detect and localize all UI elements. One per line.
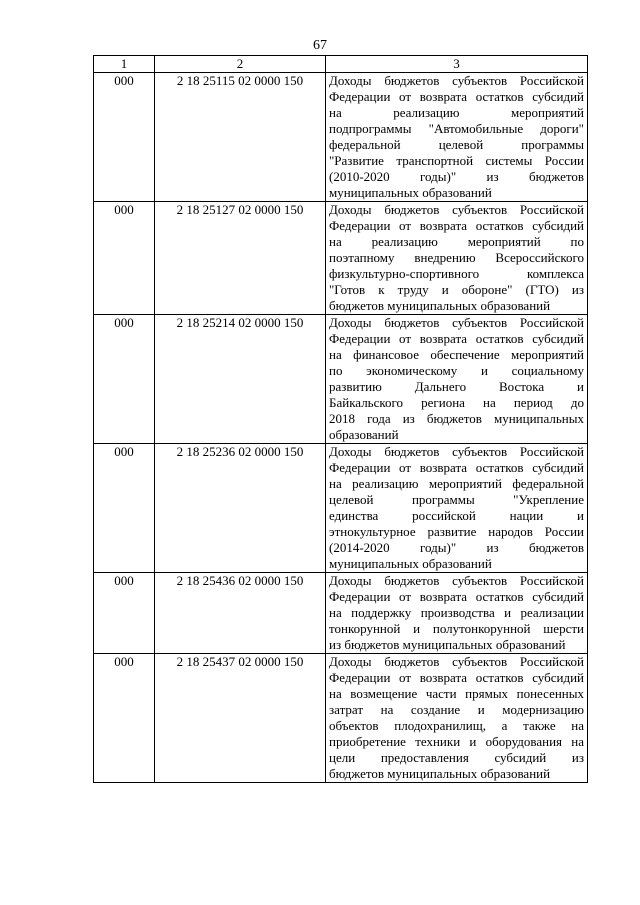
- admin-code-cell: 000: [94, 73, 155, 202]
- table-row: [94, 73, 588, 202]
- column-header-3: 3: [326, 56, 588, 73]
- admin-code-cell: 000: [94, 573, 155, 654]
- admin-code-cell: 000: [94, 654, 155, 783]
- description-line: на финансовое обеспечение мероприятий: [329, 347, 584, 362]
- description-line: Федерации от возврата остатков субсидий: [329, 331, 584, 346]
- budget-code-cell: 2 18 25436 02 0000 150: [155, 573, 326, 654]
- budget-code-cell: 2 18 25214 02 0000 150: [155, 315, 326, 444]
- table-row: [94, 202, 588, 315]
- description-line: целевой программы "Укрепление: [329, 492, 584, 507]
- description-line: Доходы бюджетов субъектов Российской: [329, 202, 584, 217]
- description-cell: [326, 654, 588, 783]
- description-line: Федерации от возврата остатков субсидий: [329, 89, 584, 104]
- description-line: развитию Дальнего Востока и: [329, 379, 584, 394]
- description-line: Доходы бюджетов субъектов Российской: [329, 73, 584, 88]
- table-row: [94, 315, 588, 444]
- description-line: Доходы бюджетов субъектов Российской: [329, 444, 584, 459]
- description-line: "Готов к труду и обороне" (ГТО) из: [329, 282, 584, 297]
- table-header-row: [94, 56, 588, 73]
- description-line: объектов плодохранилищ, а также на: [329, 718, 584, 733]
- column-header-2: 2: [155, 56, 326, 73]
- description-line: Доходы бюджетов субъектов Российской: [329, 573, 584, 588]
- description-line: образований: [329, 427, 399, 442]
- description-line: затрат на создание и модернизацию: [329, 702, 584, 717]
- budget-code-cell: 2 18 25127 02 0000 150: [155, 202, 326, 315]
- description-cell: [326, 315, 588, 444]
- table-row: [94, 654, 588, 783]
- description-line: на возмещение части прямых понесенных: [329, 686, 584, 701]
- description-cell: [326, 444, 588, 573]
- description-line: Доходы бюджетов субъектов Российской: [329, 654, 584, 669]
- description-line: поэтапному внедрению Всероссийского: [329, 250, 584, 265]
- budget-classification-table: [93, 55, 588, 783]
- description-line: приобретение техники и оборудования на: [329, 734, 584, 749]
- description-line: из бюджетов муниципальных образований: [329, 637, 566, 652]
- description-line: бюджетов муниципальных образований: [329, 766, 551, 781]
- description-line: на поддержку производства и реализации: [329, 605, 584, 620]
- description-line: подпрограммы "Автомобильные дороги": [329, 121, 584, 136]
- table-body: [94, 73, 588, 783]
- table-row: [94, 573, 588, 654]
- description-line: 2018 года из бюджетов муниципальных: [329, 411, 584, 426]
- description-cell: [326, 573, 588, 654]
- description-line: по экономическому и социальному: [329, 363, 584, 378]
- description-line: Федерации от возврата остатков субсидий: [329, 589, 584, 604]
- page-number: 67: [313, 38, 327, 53]
- column-header-1: 1: [94, 56, 155, 73]
- description-line: федеральной целевой программы: [329, 137, 584, 152]
- description-line: "Развитие транспортной системы России: [329, 153, 584, 168]
- description-line: муниципальных образований: [329, 185, 492, 200]
- description-line: Федерации от возврата остатков субсидий: [329, 670, 584, 685]
- description-line: тонкорунной и полутонкорунной шерсти: [329, 621, 584, 636]
- description-line: Доходы бюджетов субъектов Российской: [329, 315, 584, 330]
- description-line: этнокультурное развитие народов России: [329, 524, 584, 539]
- description-line: на реализацию мероприятий федеральной: [329, 476, 584, 491]
- table-row: [94, 444, 588, 573]
- description-line: (2010-2020 годы)" из бюджетов: [329, 169, 584, 184]
- description-line: (2014-2020 годы)" из бюджетов: [329, 540, 584, 555]
- admin-code-cell: 000: [94, 315, 155, 444]
- budget-code-cell: 2 18 25437 02 0000 150: [155, 654, 326, 783]
- admin-code-cell: 000: [94, 202, 155, 315]
- description-line: на реализацию мероприятий по: [329, 234, 584, 249]
- description-line: бюджетов муниципальных образований: [329, 298, 551, 313]
- description-cell: [326, 202, 588, 315]
- admin-code-cell: 000: [94, 444, 155, 573]
- description-line: на реализацию мероприятий: [329, 105, 584, 120]
- description-line: Федерации от возврата остатков субсидий: [329, 460, 584, 475]
- description-line: физкультурно-спортивного комплекса: [329, 266, 584, 281]
- description-line: Байкальского региона на период до: [329, 395, 584, 410]
- description-line: цели предоставления субсидий из: [329, 750, 584, 765]
- description-cell: [326, 73, 588, 202]
- description-line: муниципальных образований: [329, 556, 492, 571]
- budget-code-cell: 2 18 25236 02 0000 150: [155, 444, 326, 573]
- description-line: Федерации от возврата остатков субсидий: [329, 218, 584, 233]
- budget-code-cell: 2 18 25115 02 0000 150: [155, 73, 326, 202]
- description-line: единства российской нации и: [329, 508, 584, 523]
